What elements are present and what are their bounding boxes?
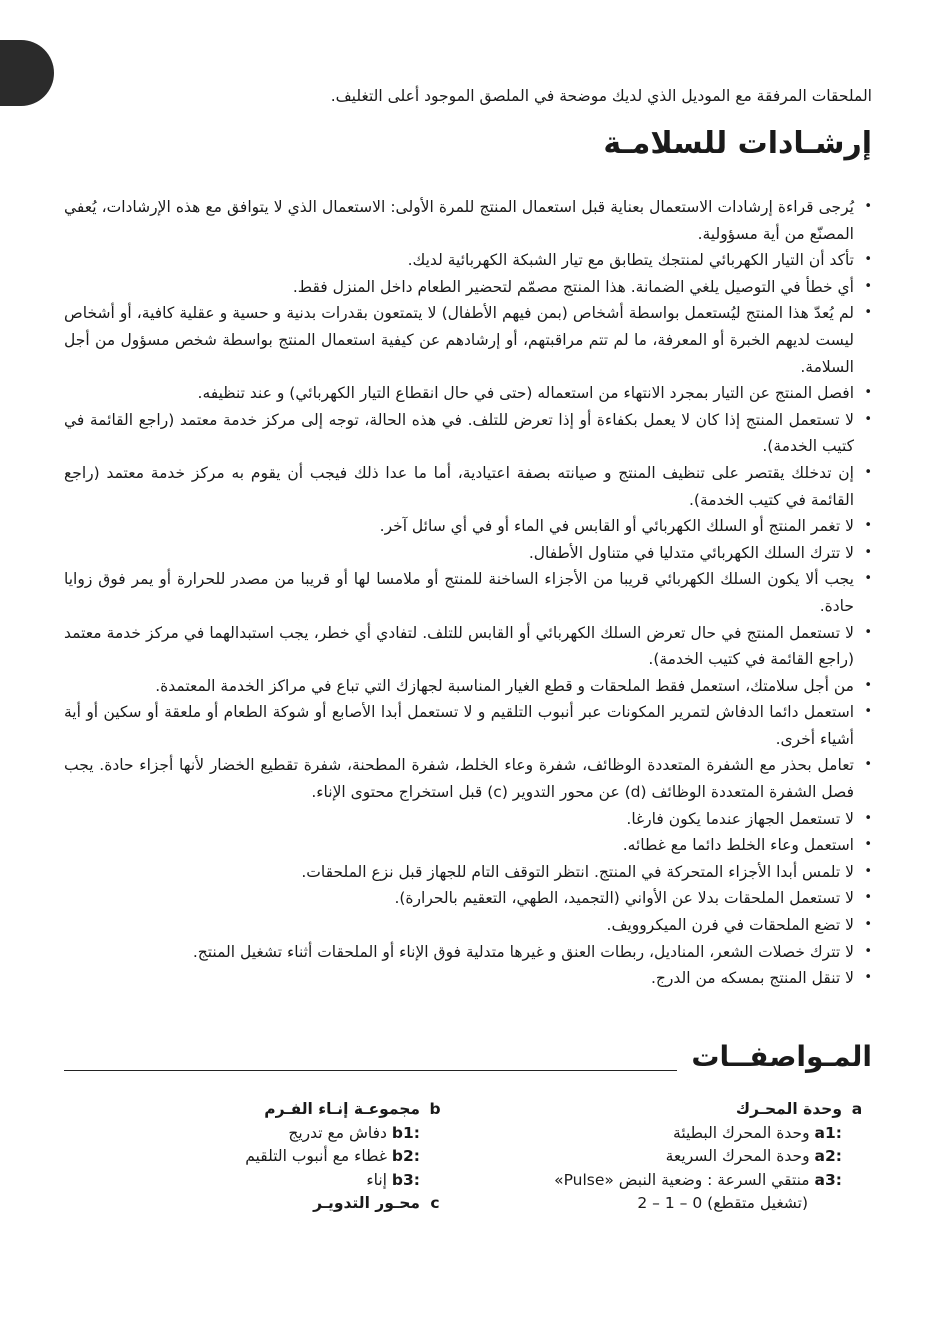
spec-b3-row xyxy=(130,1169,450,1193)
intro-text: الملحقات المرفقة مع الموديل الذي لديك موضحة في الملصق الموجود أعلى التغليف. xyxy=(330,87,872,105)
safety-item: • لا تستعمل الملحقات بدلا عن الأواني (التجميد، الطهي، التعقيم بالحرارة). xyxy=(64,885,872,912)
specs-title: المـواصفــات xyxy=(691,1039,872,1073)
safety-item: • لا تترك السلك الكهربائي متدليا في متناول الأطفال. xyxy=(64,540,872,567)
spec-a-heading xyxy=(532,1098,872,1122)
spec-a3-row xyxy=(532,1169,872,1193)
safety-item: • تعامل بحذر مع الشفرة المتعددة الوظائف، شفرة وعاء الخلط، شفرة المطحنة، شفرة تقطيع الخضار لأنها أجزاء حادة. يجب فصل الشفرة المتعددة الوظائف (d) عن محور التدوير (c) قبل استخراج محتوى الإناء. xyxy=(64,752,872,805)
safety-list xyxy=(64,194,872,992)
spec-a-letter: a xyxy=(851,1100,863,1118)
spec-b2-text: غطاء مع أنبوب التلقيم xyxy=(245,1147,387,1166)
spec-c-heading xyxy=(130,1192,450,1216)
spec-a3-text: منتقي السرعة : وضعية النبض «Pulse» xyxy=(554,1170,810,1189)
spec-a1-text: وحدة المحرك البطيئة xyxy=(673,1123,810,1142)
safety-item: • لا تستعمل الجهاز عندما يكون فارغا. xyxy=(64,806,872,833)
spec-a2-row xyxy=(532,1145,872,1169)
spec-a-label: وحدة المحـرك xyxy=(735,1100,842,1118)
safety-item: • يجب ألا يكون السلك الكهربائي قريبا من الأجزاء الساخنة للمنتج أو ملامسا لها أو قريبا من مصدر للحرارة أو يمر فوق زوايا حادة. xyxy=(64,566,872,619)
spec-b1-row xyxy=(130,1122,450,1146)
safety-item: • لا تترك خصلات الشعر، المناديل، ربطات العنق و غيرها متدلية فوق الإناء أو الملحقات أثناء تشغيل المنتج. xyxy=(64,939,872,966)
spec-b2-code: b2: xyxy=(391,1147,420,1166)
spec-a1-code: a1: xyxy=(814,1123,842,1142)
section-tab-marker xyxy=(0,40,54,106)
spec-b2-row xyxy=(130,1145,450,1169)
spec-b1-code: b1: xyxy=(391,1123,420,1142)
safety-item: • استعمل وعاء الخلط دائما مع غطائه. xyxy=(64,832,872,859)
safety-item: • لم يُعدّ هذا المنتج ليُستعمل بواسطة أشخاص (بمن فيهم الأطفال) لا يتمتعون بقدرات بدنية و حسية و عقلية كافية، أو أشخاص ليست لديهم الخبرة أو المعرفة، ما لم تتم مراقبتهم، أو إرشادهم عن كيفية استعمال المنتج بواسطة شخص مسؤول من أجل السلامة. xyxy=(64,300,872,380)
spec-a3-continuation xyxy=(532,1192,872,1216)
spec-b-label: مجموعـة إنـاء الفـرم xyxy=(264,1100,420,1118)
safety-item: • لا تلمس أبدا الأجزاء المتحركة في المنتج. انتظر التوقف التام للجهاز قبل نزع الملحقات. xyxy=(64,859,872,886)
spec-b-heading xyxy=(130,1098,450,1122)
spec-group-b xyxy=(130,1098,450,1216)
spec-b3-code: b3: xyxy=(391,1170,420,1189)
spec-a2-text: وحدة المحرك السريعة xyxy=(665,1147,810,1166)
safety-item: • افصل المنتج عن التيار بمجرد الانتهاء من استعماله (حتى في حال انقطاع التيار الكهربائي) و عند تنظيفه. xyxy=(64,380,872,407)
spec-c-label: محـور التدويـر xyxy=(313,1194,420,1213)
safety-item: • من أجل سلامتك، استعمل فقط الملحقات و قطع الغيار المناسبة لجهازك التي تباع في مراكز الخدمة المعتمدة. xyxy=(64,673,872,700)
spec-a3-cont-text: (تشغيل متقطع) 0 – 1 – 2 xyxy=(637,1194,808,1213)
spec-c-letter: c xyxy=(430,1194,440,1213)
spec-b1-text: دفاش مع تدريج xyxy=(288,1123,387,1142)
safety-item: • استعمل دائما الدفاش لتمرير المكونات عبر أنبوب التلقيم و لا تستعمل أبدا الأصابع أو شوكة الطعام أو ملعقة أو سكين أو أية أشياء أخرى. xyxy=(64,699,872,752)
safety-title: إرشـادات للسلامـة xyxy=(603,126,872,161)
safety-item: • لا تنقل المنتج بمسكه من الدرج. xyxy=(64,965,872,992)
safety-item: • لا تستعمل المنتج في حال تعرض السلك الكهربائي أو القابس للتلف. لتفادي أي خطر، يجب استبدالهما في مركز خدمة معتمد (راجع القائمة في كتيب الخدمة). xyxy=(64,620,872,673)
spec-a2-code: a2: xyxy=(814,1147,842,1166)
spec-a3-code: a3: xyxy=(814,1170,842,1189)
safety-item: • تأكد أن التيار الكهربائي لمنتجك يتطابق مع تيار الشبكة الكهربائية لديك. xyxy=(64,247,872,274)
safety-item: • لا تستعمل المنتج إذا كان لا يعمل بكفاءة أو إذا تعرض للتلف. في هذه الحالة، توجه إلى مركز خدمة معتمد (راجع القائمة في كتيب الخدمة). xyxy=(64,407,872,460)
specs-header xyxy=(64,1036,872,1076)
safety-item: • لا تغمر المنتج أو السلك الكهربائي أو القابس في الماء أو في أي سائل آخر. xyxy=(64,513,872,540)
safety-item: • يُرجى قراءة إرشادات الاستعمال بعناية قبل استعمال المنتج للمرة الأولى: الاستعمال الذي لا يتوافق مع هذه الإرشادات، يُعفي المصنّع من أية مسؤولية. xyxy=(64,194,872,247)
spec-b3-text: إناء xyxy=(366,1170,387,1189)
spec-b-letter: b xyxy=(429,1100,441,1118)
spec-group-a xyxy=(532,1098,872,1216)
specs-divider xyxy=(64,1070,677,1071)
safety-item: • أي خطأ في التوصيل يلغي الضمانة. هذا المنتج مصمّم لتحضير الطعام داخل المنزل فقط. xyxy=(64,274,872,301)
safety-item: • لا تضع الملحقات في فرن الميكروويف. xyxy=(64,912,872,939)
spec-a1-row xyxy=(532,1122,872,1146)
safety-item: • إن تدخلك يقتصر على تنظيف المنتج و صيانته بصفة اعتيادية، أما ما عدا ذلك فيجب أن يقوم به مركز خدمة معتمد (راجع القائمة في كتيب الخدمة). xyxy=(64,460,872,513)
